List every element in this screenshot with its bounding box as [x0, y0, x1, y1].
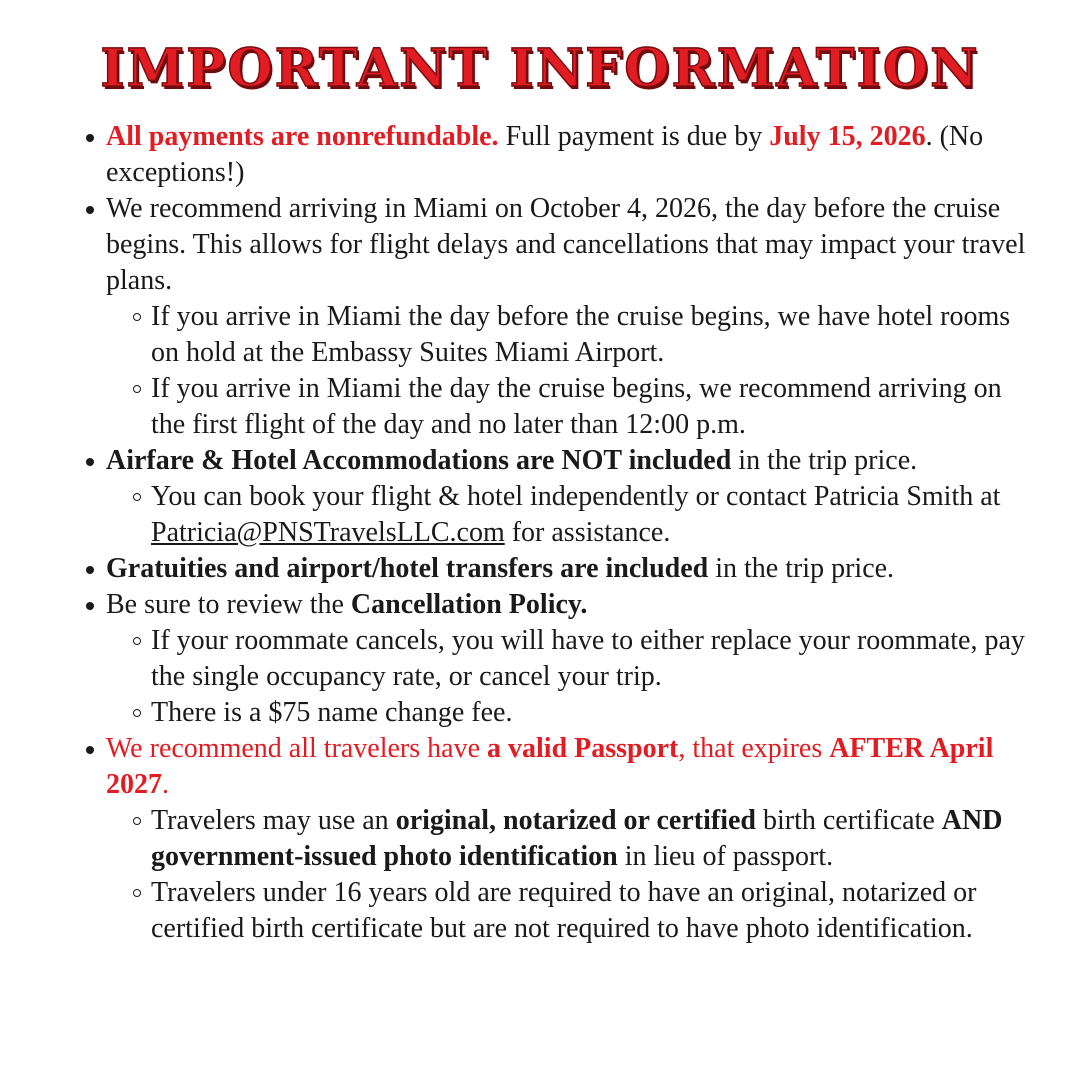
cancellation-policy-text: Cancellation Policy.: [350, 589, 588, 620]
arrival-sublist: [106, 299, 1036, 443]
alt-docs-original: original, notarized or certified: [395, 805, 756, 836]
due-date-text: July 15, 2026: [769, 121, 926, 152]
alt-docs-photo-id: AND government-issued photo identification: [151, 805, 1003, 872]
name-change-text: There is a $75 name change fee.: [151, 697, 513, 728]
sub-item-under-16: [151, 875, 1036, 947]
list-item-arrival: [106, 191, 1036, 443]
list-item-cancellation: [106, 587, 1036, 731]
alt-docs-birth: birth certificate: [755, 805, 942, 836]
info-list: [106, 119, 1036, 947]
passport-period: .: [162, 769, 169, 800]
arrival-recommendation-text: We recommend arriving in Miami on October 4, 2026, the day before the cruise begins. This allows for flight delays and cancellations that may impact your travel plans.: [106, 193, 1026, 296]
sub-item-day-before: [151, 299, 1036, 371]
alt-docs-lead: Travelers may use an: [151, 805, 396, 836]
no-exceptions-text: . (No exceptions!): [106, 121, 984, 188]
sub-item-alt-documents: [151, 803, 1036, 875]
passport-lead-text: We recommend all travelers have: [106, 733, 488, 764]
list-item-gratuities: [106, 551, 1036, 587]
sub-item-roommate: [151, 623, 1036, 695]
list-item-passport: [106, 731, 1036, 947]
sub-item-same-day: [151, 371, 1036, 443]
sub-item-booking: [151, 479, 1036, 551]
trip-price-text: in the trip price.: [731, 445, 918, 476]
expiry-date-text: AFTER April 2027: [106, 733, 994, 800]
cancellation-sublist: [106, 623, 1036, 731]
gratuities-trip-price-text: in the trip price.: [708, 553, 895, 584]
under-16-text: Travelers under 16 years old are required to have an original, notarized or certified birth certificate but are not required to have photo identification.: [151, 877, 977, 944]
gratuities-text: Gratuities and airport/hotel transfers are included: [106, 553, 709, 584]
alt-docs-tail: in lieu of passport.: [617, 841, 834, 872]
valid-passport-text: a valid Passport: [487, 733, 679, 764]
contact-email-link[interactable]: Patricia@PNSTravelsLLC.com: [151, 517, 505, 548]
same-day-text: If you arrive in Miami the day the cruise begins, we recommend arriving on the first flight of the day and no later than 12:00 p.m.: [151, 373, 1002, 440]
passport-sublist: [106, 803, 1036, 947]
list-item-airfare-hotel: [106, 443, 1036, 551]
booking-text: You can book your flight & hotel independently or contact Patricia Smith at: [151, 481, 1001, 512]
day-before-text: If you arrive in Miami the day before the cruise begins, we have hotel rooms on hold at the Embassy Suites Miami Airport.: [151, 301, 1011, 368]
nonrefundable-text: All payments are nonrefundable.: [106, 121, 499, 152]
roommate-text: If your roommate cancels, you will have to either replace your roommate, pay the single occupancy rate, or cancel your trip.: [151, 625, 1025, 692]
assistance-text: for assistance.: [504, 517, 671, 548]
not-included-text: Airfare & Hotel Accommodations are NOT included: [106, 445, 732, 476]
list-item-payments: [106, 119, 1036, 191]
page-title: IMPORTANT INFORMATION: [100, 38, 980, 99]
airfare-sublist: [106, 479, 1036, 551]
sub-item-name-change: [151, 695, 1036, 731]
review-text: Be sure to review the: [106, 589, 351, 620]
expires-text: , that expires: [678, 733, 830, 764]
payment-due-text: Full payment is due by: [498, 121, 770, 152]
